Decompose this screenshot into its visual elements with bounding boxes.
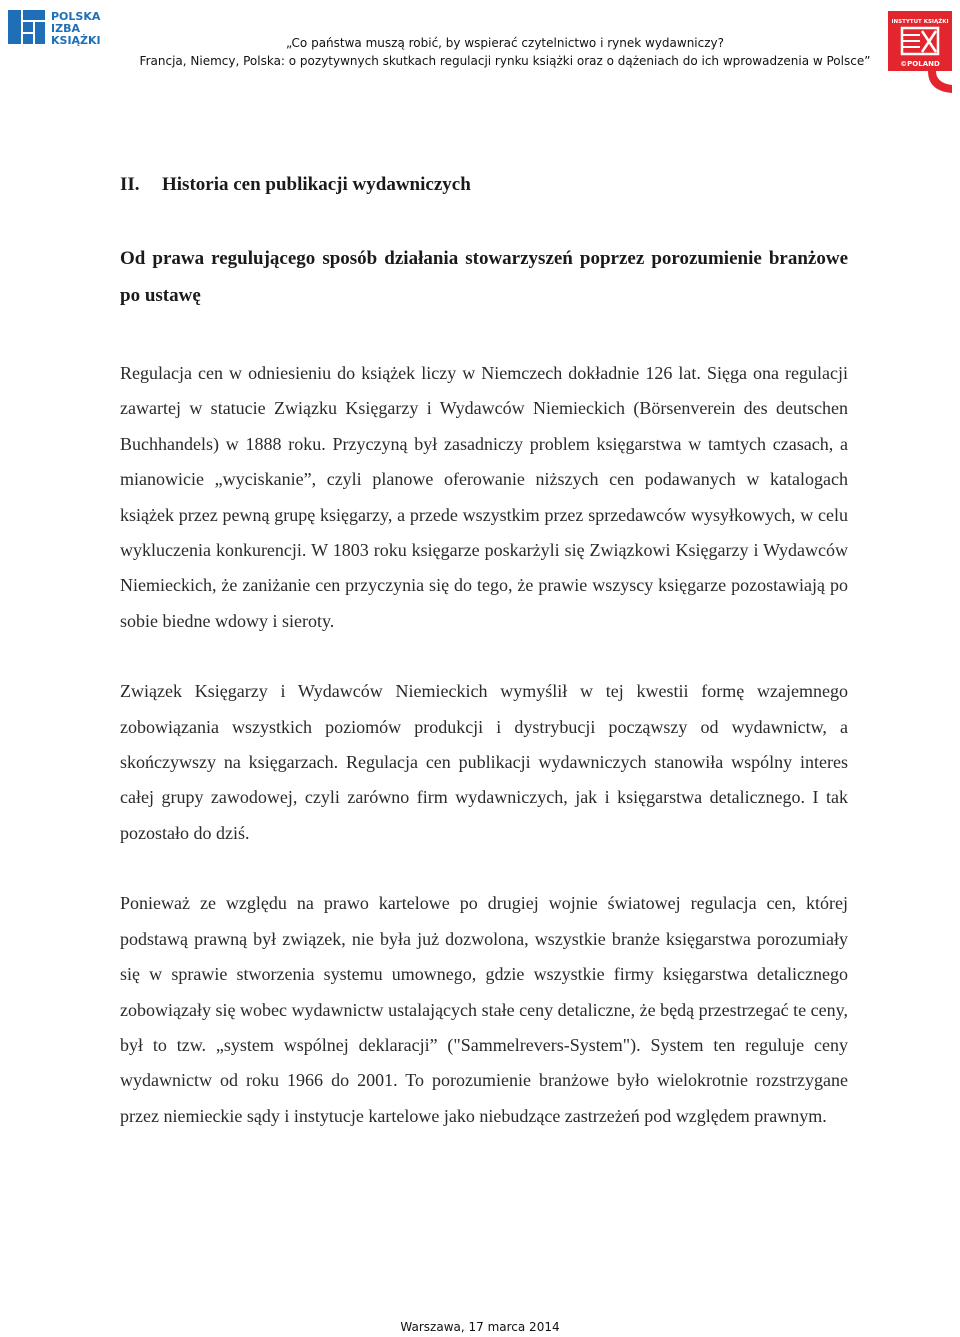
instytut-ksiazki-logo bbox=[888, 11, 952, 93]
logo-left-text-2: IZBA bbox=[51, 22, 80, 35]
section-title: Historia cen publikacji wydawniczych bbox=[162, 174, 471, 195]
section-subtitle: Od prawa regulującego sposób działania stowarzyszeń poprzez porozumienie branżowe po ustawę bbox=[120, 248, 848, 306]
footer-date: Warszawa, 17 marca 2014 bbox=[400, 1320, 560, 1334]
paragraph-1: Regulacja cen w odniesieniu do książek liczy w Niemczech dokładnie 126 lat. Sięga ona regulacji zawartej w statucie Związku Księgarzy i Wydawców Niemieckich (Börsenverein des deutschen Buchhandels) w 1888 roku. Przyczyną był zasadniczy problem księgarstwa w tamtych czasach, a mianowicie „wyciskanie”, czyli planowe oferowanie niższych cen podawanych w katalogach książek przez pewną grupę księgarzy, a przede wszystkim przez sprzedawców wysyłkowych, w celu wykluczenia konkurencji. W 1803 roku księgarze poskarżyli się Związkowi Księgarzy i Wydawców Niemieckich, że zaniżanie cen przyczynia się do tego, że prawie wszyscy księgarze pozostawiają po sobie biedne wdowy i sieroty. bbox=[120, 363, 848, 631]
paragraph-2: Związek Księgarzy i Wydawców Niemieckich wymyślił w tej kwestii formę wzajemnego zobowiązania wszystkich poziomów produkcji i dystrybucji począwszy od wydawnictw, a skończywszy na księgarzach. Regulacja cen publikacji wydawniczych stanowiła wspólny interes całej grupy zawodowej, czyli zarówno firm wydawniczych, jak i księgarstwa detalicznego. I tak pozostało do dziś. bbox=[120, 681, 848, 843]
header-title-line-2: Francja, Niemcy, Polska: o pozytywnych skutkach regulacji rynku książki oraz o dążeniach do ich wprowadzenia w Polsce” bbox=[139, 54, 871, 68]
section-number: II. bbox=[120, 174, 140, 195]
section-heading bbox=[120, 170, 848, 200]
instytut-ksiazki-logo-mark bbox=[888, 11, 952, 93]
polska-izba-ksiazki-logo bbox=[8, 8, 126, 46]
logo-right-text-2: ©POLAND bbox=[900, 60, 940, 68]
header-title-line-1: „Co państwa muszą robić, by wspierać czytelnictwo i rynek wydawniczy? bbox=[285, 36, 725, 50]
logo-left-text-1: POLSKA bbox=[51, 10, 101, 23]
logo-right-swoosh bbox=[928, 71, 952, 93]
polska-izba-ksiazki-logo-mark bbox=[8, 8, 126, 46]
paragraph-3: Ponieważ ze względu na prawo kartelowe po drugiej wojnie światowej regulacja cen, której podstawą prawną był związek, nie była już dozwolona, wszystkie branże księgarstwa porozumiały się w sprawie stworzenia systemu umownego, gdzie wszystkie firmy księgarstwa detalicznego zobowiązały się wobec wydawnictw ustalających stałe ceny detaliczne, że będą przestrzegać te ceny, był to tzw. „system wspólnej deklaracji” ("Sammelrevers-System"). System ten reguluje ceny wydawnictw od roku 1966 do 2001. To porozumienie branżowe było wielokrotnie rozstrzygane przez niemieckie sądy i instytucje kartelowe jako niebudzące zastrzeżeń pod względem prawnym. bbox=[120, 893, 848, 1126]
document-body bbox=[120, 170, 848, 1134]
logo-right-text-1: INSTYTUT KSIĄŻKI bbox=[891, 19, 949, 25]
logo-left-text-3: KSIĄŻKI bbox=[51, 34, 101, 46]
